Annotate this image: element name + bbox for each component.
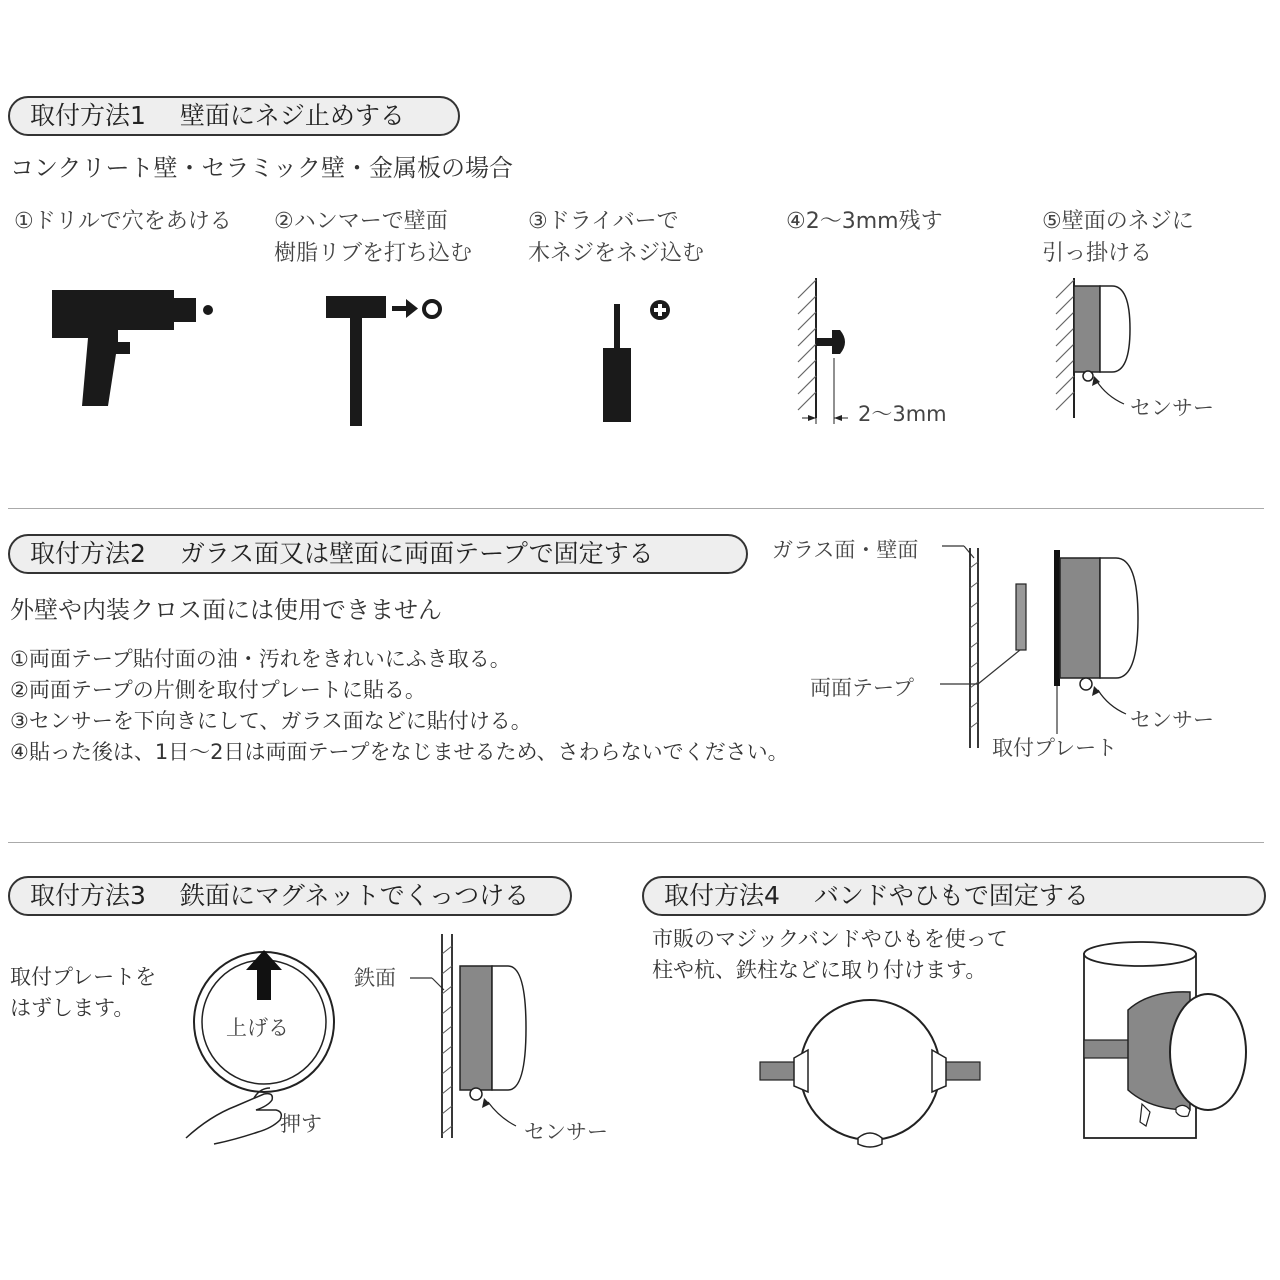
method1-step-5: ⑤壁面のネジに 引っ掛ける [1042,209,1194,266]
tape-label: 両面テープ [810,676,914,700]
magnet-mount-diagram [404,934,554,1140]
band-front-view [760,1010,980,1160]
method1-step-2: ②ハンマーで壁面 樹脂リブを打ち込む [274,209,473,266]
tape-mount-diagram [930,538,1150,750]
method2-sensor-label: センサー [1130,708,1214,732]
divider-1 [8,508,1264,509]
method1-heading-no: 取付方法1 [30,101,146,130]
method1-sensor-label: センサー [1130,396,1214,420]
method1-subtitle: コンクリート壁・セラミック壁・金属板の場合 [10,154,514,182]
method1-step-1: ①ドリルで穴をあける [14,209,232,234]
divider-2 [8,842,1264,843]
method4-heading [642,876,1266,916]
method4-heading-text: バンドやひもで固定する [813,881,1089,910]
glass-surface-label: ガラス面・壁面 [772,538,919,562]
plate-label: 取付プレート [992,736,1118,760]
list-item: ①両面テープ貼付面の油・汚れをきれいにふき取る。 [10,647,511,671]
iron-surface-label: 鉄面 [354,966,396,990]
list-item: ③センサーを下向きにして、ガラス面などに貼付ける。 [10,709,532,733]
method3-heading-no: 取付方法3 [30,881,146,910]
method1-step-4: ④2〜3mm残す [786,209,943,234]
method2-heading-no: 取付方法2 [30,539,146,568]
method4-heading-no: 取付方法4 [664,881,780,910]
method3-heading [8,876,572,916]
lift-label: 上げる [226,1016,289,1040]
plate-release-illustration [180,948,350,1148]
list-item: ②両面テープの片側を取付プレートに貼る。 [10,678,426,702]
list-item: ④貼った後は、1日〜2日は両面テープをなじませるため、さわらないでください。 [10,740,789,764]
method4-desc: 市販のマジックバンドやひもを使って 柱や杭、鉄柱などに取り付けます。 [652,927,1008,982]
method1-heading-text: 壁面にネジ止めする [179,101,405,130]
method2-list [10,644,789,768]
screwdriver-icon [598,296,678,424]
method2-heading [8,534,748,574]
hammer-icon [326,296,446,428]
method3-sensor-label: センサー [524,1120,608,1144]
method2-warning: 外壁や内装クロス面には使用できません [10,596,442,624]
method3-instruction: 取付プレートを はずします。 [10,965,157,1020]
drill-icon [50,290,220,410]
push-label: 押す [280,1112,322,1136]
method3-heading-text: 鉄面にマグネットでくっつける [179,881,530,910]
band-pole-view [1080,940,1260,1140]
gap-label: 2〜3mm [858,402,947,426]
method1-step-3: ③ドライバーで 木ネジをネジ込む [528,209,705,266]
method2-heading-text: ガラス面又は壁面に両面テープで固定する [179,539,654,568]
method1-heading [8,96,460,136]
